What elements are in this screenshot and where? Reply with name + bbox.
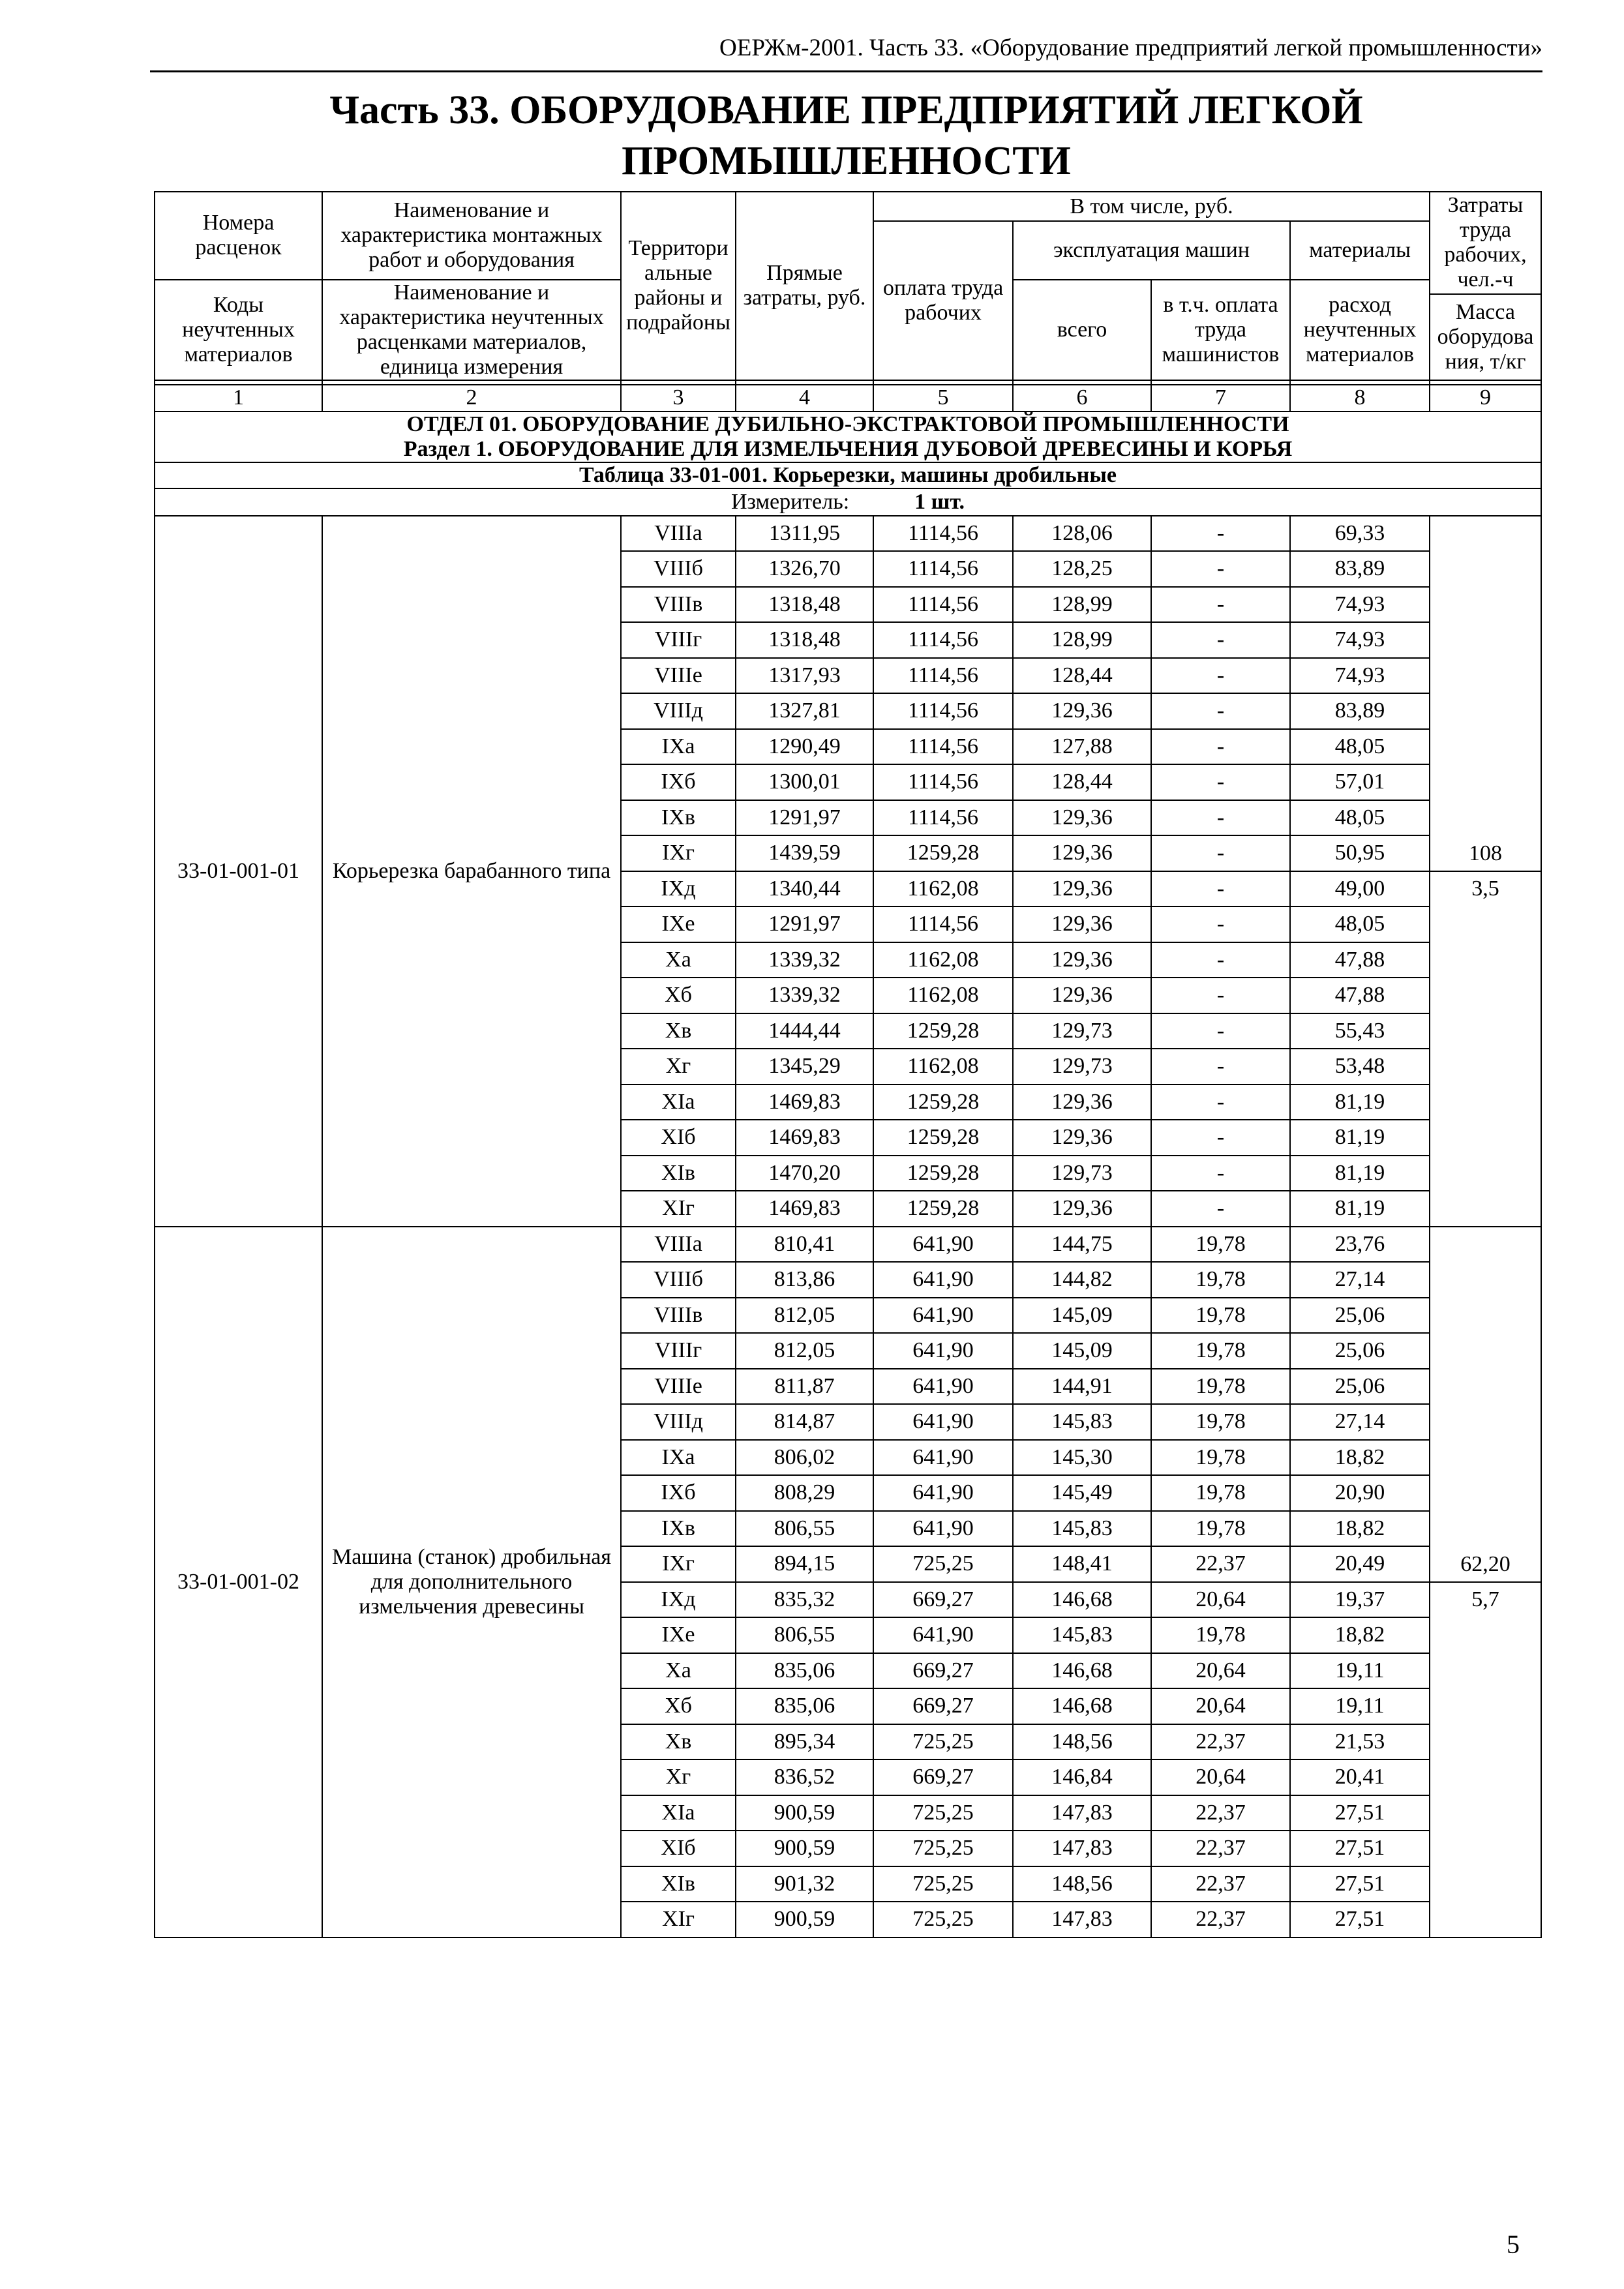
territory-cell: IXа <box>621 729 736 765</box>
table-row <box>155 516 1541 552</box>
machines-total-cell: 144,82 <box>1013 1262 1151 1298</box>
operator-pay-cell: 20,64 <box>1151 1582 1290 1618</box>
direct-cost-cell: 1291,97 <box>736 800 873 836</box>
direct-cost-cell: 1311,95 <box>736 516 873 552</box>
machines-total-cell: 148,41 <box>1013 1546 1151 1582</box>
materials-cell: 81,19 <box>1290 1156 1430 1191</box>
direct-cost-cell: 894,15 <box>736 1546 873 1582</box>
operator-pay-cell: 22,37 <box>1151 1866 1290 1902</box>
territory-cell: VIIIб <box>621 1262 736 1298</box>
materials-cell: 83,89 <box>1290 551 1430 587</box>
territory-cell: VIIIв <box>621 587 736 623</box>
worker-pay-cell: 669,27 <box>873 1653 1013 1689</box>
operator-pay-cell: - <box>1151 622 1290 658</box>
machines-total-cell: 144,75 <box>1013 1227 1151 1263</box>
machines-total-cell: 129,73 <box>1013 1049 1151 1085</box>
materials-cell: 81,19 <box>1290 1120 1430 1156</box>
equipment-mass: 3,5 <box>1471 876 1499 901</box>
materials-cell: 18,82 <box>1290 1617 1430 1653</box>
worker-pay-cell: 1114,56 <box>873 658 1013 694</box>
materials-cell: 50,95 <box>1290 835 1430 871</box>
worker-pay-cell: 641,90 <box>873 1333 1013 1369</box>
operator-pay-cell: 20,64 <box>1151 1688 1290 1724</box>
worker-pay-cell: 641,90 <box>873 1617 1013 1653</box>
territory-cell: Xв <box>621 1724 736 1760</box>
worker-pay-cell: 1162,08 <box>873 1049 1013 1085</box>
equipment-name: Корьерезка барабанного типа <box>322 516 621 1227</box>
machines-total-cell: 148,56 <box>1013 1866 1151 1902</box>
materials-cell: 20,90 <box>1290 1475 1430 1511</box>
territory-cell: XIа <box>621 1795 736 1831</box>
territory-cell: Xв <box>621 1013 736 1049</box>
materials-cell: 48,05 <box>1290 729 1430 765</box>
operator-pay-cell: 22,37 <box>1151 1831 1290 1866</box>
machines-total-cell: 128,99 <box>1013 622 1151 658</box>
materials-cell: 74,93 <box>1290 658 1430 694</box>
territory-cell: IXд <box>621 871 736 907</box>
direct-cost-cell: 1345,29 <box>736 1049 873 1085</box>
operator-pay-cell: - <box>1151 516 1290 552</box>
territory-cell: IXв <box>621 800 736 836</box>
machines-total-cell: 128,06 <box>1013 516 1151 552</box>
territory-cell: XIа <box>621 1085 736 1120</box>
territory-cell: VIIIг <box>621 622 736 658</box>
header-materials-group: материалы <box>1290 221 1430 280</box>
header-equipment-mass: Масса оборудова ния, т/кг <box>1430 294 1541 380</box>
machines-total-cell: 144,91 <box>1013 1369 1151 1405</box>
column-number: 7 <box>1151 385 1290 411</box>
meter-value: 1 шт. <box>914 489 965 514</box>
direct-cost-cell: 1470,20 <box>736 1156 873 1191</box>
territory-cell: XIб <box>621 1831 736 1866</box>
territory-cell: Xб <box>621 1688 736 1724</box>
machines-total-cell: 129,36 <box>1013 942 1151 978</box>
territory-cell: Xг <box>621 1759 736 1795</box>
operator-pay-cell: - <box>1151 764 1290 800</box>
direct-cost-cell: 835,32 <box>736 1582 873 1618</box>
operator-pay-cell: - <box>1151 1120 1290 1156</box>
materials-cell: 83,89 <box>1290 693 1430 729</box>
worker-pay-cell: 669,27 <box>873 1759 1013 1795</box>
worker-pay-cell: 669,27 <box>873 1688 1013 1724</box>
direct-cost-cell: 901,32 <box>736 1866 873 1902</box>
direct-cost-cell: 1469,83 <box>736 1085 873 1120</box>
materials-cell: 23,76 <box>1290 1227 1430 1263</box>
worker-pay-cell: 725,25 <box>873 1795 1013 1831</box>
machines-total-cell: 127,88 <box>1013 729 1151 765</box>
machines-total-cell: 146,84 <box>1013 1759 1151 1795</box>
direct-cost-cell: 1469,83 <box>736 1120 873 1156</box>
section-title: Раздел 1. ОБОРУДОВАНИЕ ДЛЯ ИЗМЕЛЬЧЕНИЯ ДУБОВОЙ ДРЕВЕСИНЫ И КОРЬЯ <box>403 436 1293 461</box>
direct-cost-cell: 1290,49 <box>736 729 873 765</box>
header-operator-pay: в т.ч. оплата труда машинистов <box>1151 280 1290 380</box>
operator-pay-cell: - <box>1151 693 1290 729</box>
territory-cell: XIв <box>621 1156 736 1191</box>
worker-pay-cell: 669,27 <box>873 1582 1013 1618</box>
materials-cell: 48,05 <box>1290 906 1430 942</box>
operator-pay-cell: - <box>1151 871 1290 907</box>
machines-total-cell: 129,36 <box>1013 835 1151 871</box>
materials-cell: 18,82 <box>1290 1440 1430 1476</box>
header-codes-top: Номера расценок <box>155 192 322 280</box>
machines-total-cell: 146,68 <box>1013 1653 1151 1689</box>
materials-cell: 69,33 <box>1290 516 1430 552</box>
materials-cell: 27,51 <box>1290 1866 1430 1902</box>
territory-cell: IXд <box>621 1582 736 1618</box>
worker-pay-cell: 1114,56 <box>873 729 1013 765</box>
materials-cell: 74,93 <box>1290 622 1430 658</box>
operator-pay-cell: - <box>1151 1191 1290 1227</box>
labor-mass-cell <box>1430 516 1541 1227</box>
materials-cell: 25,06 <box>1290 1333 1430 1369</box>
worker-pay-cell: 641,90 <box>873 1475 1013 1511</box>
rate-code: 33-01-001-01 <box>155 516 322 1227</box>
operator-pay-cell: 22,37 <box>1151 1902 1290 1937</box>
machines-total-cell: 129,36 <box>1013 693 1151 729</box>
worker-pay-cell: 641,90 <box>873 1262 1013 1298</box>
column-number: 5 <box>873 385 1013 411</box>
materials-cell: 55,43 <box>1290 1013 1430 1049</box>
operator-pay-cell: 19,78 <box>1151 1440 1290 1476</box>
operator-pay-cell: - <box>1151 1013 1290 1049</box>
column-number: 3 <box>621 385 736 411</box>
column-number: 6 <box>1013 385 1151 411</box>
direct-cost-cell: 808,29 <box>736 1475 873 1511</box>
direct-cost-cell: 1340,44 <box>736 871 873 907</box>
materials-cell: 81,19 <box>1290 1191 1430 1227</box>
header-name-bottom: Наименование и характеристика неучтенных расценками материалов, единица измерения <box>322 280 621 380</box>
worker-pay-cell: 641,90 <box>873 1511 1013 1547</box>
worker-pay-cell: 725,25 <box>873 1902 1013 1937</box>
header-name-top: Наименование и характеристика монтажных работ и оборудования <box>322 192 621 280</box>
header-rule <box>150 70 1542 72</box>
operator-pay-cell: 19,78 <box>1151 1333 1290 1369</box>
direct-cost-cell: 1469,83 <box>736 1191 873 1227</box>
operator-pay-cell: - <box>1151 1049 1290 1085</box>
operator-pay-cell: 19,78 <box>1151 1404 1290 1440</box>
territory-cell: VIIIв <box>621 1298 736 1334</box>
materials-cell: 53,48 <box>1290 1049 1430 1085</box>
materials-cell: 20,41 <box>1290 1759 1430 1795</box>
operator-pay-cell: - <box>1151 906 1290 942</box>
operator-pay-cell: - <box>1151 942 1290 978</box>
materials-cell: 21,53 <box>1290 1724 1430 1760</box>
machines-total-cell: 128,99 <box>1013 587 1151 623</box>
materials-cell: 19,11 <box>1290 1688 1430 1724</box>
machines-total-cell: 146,68 <box>1013 1582 1151 1618</box>
machines-total-cell: 129,36 <box>1013 906 1151 942</box>
materials-cell: 20,49 <box>1290 1546 1430 1582</box>
direct-cost-cell: 806,55 <box>736 1617 873 1653</box>
operator-pay-cell: - <box>1151 551 1290 587</box>
territory-cell: VIIIг <box>621 1333 736 1369</box>
equipment-mass: 5,7 <box>1471 1587 1499 1611</box>
department-title: ОТДЕЛ 01. ОБОРУДОВАНИЕ ДУБИЛЬНО-ЭКСТРАКТОВОЙ ПРОМЫШЛЕННОСТИ <box>406 411 1289 436</box>
machines-total-cell: 145,83 <box>1013 1617 1151 1653</box>
operator-pay-cell: 22,37 <box>1151 1546 1290 1582</box>
header-worker-pay: оплата труда рабочих <box>873 221 1013 380</box>
territory-cell: XIв <box>621 1866 736 1902</box>
page-number: 5 <box>1507 2230 1520 2259</box>
direct-cost-cell: 900,59 <box>736 1902 873 1937</box>
machines-total-cell: 145,30 <box>1013 1440 1151 1476</box>
meter-line <box>155 488 1541 516</box>
materials-cell: 27,14 <box>1290 1262 1430 1298</box>
direct-cost-cell: 1339,32 <box>736 978 873 1013</box>
direct-cost-cell: 1318,48 <box>736 587 873 623</box>
materials-cell: 74,93 <box>1290 587 1430 623</box>
operator-pay-cell: 20,64 <box>1151 1653 1290 1689</box>
materials-cell: 27,14 <box>1290 1404 1430 1440</box>
machines-total-cell: 145,09 <box>1013 1333 1151 1369</box>
rates-table <box>154 191 1542 1938</box>
territory-cell: VIIIб <box>621 551 736 587</box>
machines-total-cell: 129,36 <box>1013 800 1151 836</box>
operator-pay-cell: - <box>1151 658 1290 694</box>
direct-cost-cell: 814,87 <box>736 1404 873 1440</box>
direct-cost-cell: 812,05 <box>736 1298 873 1334</box>
direct-cost-cell: 1300,01 <box>736 764 873 800</box>
worker-pay-cell: 725,25 <box>873 1831 1013 1866</box>
operator-pay-cell: 20,64 <box>1151 1759 1290 1795</box>
materials-cell: 27,51 <box>1290 1831 1430 1866</box>
machines-total-cell: 129,73 <box>1013 1013 1151 1049</box>
operator-pay-cell: 22,37 <box>1151 1724 1290 1760</box>
header-machines-total: всего <box>1013 280 1151 380</box>
territory-cell: IXг <box>621 835 736 871</box>
meter-label: Измеритель: <box>730 489 850 514</box>
territory-cell: IXб <box>621 1475 736 1511</box>
materials-cell: 27,51 <box>1290 1795 1430 1831</box>
machines-total-cell: 145,49 <box>1013 1475 1151 1511</box>
materials-cell: 47,88 <box>1290 978 1430 1013</box>
materials-cell: 27,51 <box>1290 1902 1430 1937</box>
operator-pay-cell: 19,78 <box>1151 1511 1290 1547</box>
header-machines-group: эксплуатация машин <box>1013 221 1290 280</box>
materials-cell: 19,37 <box>1290 1582 1430 1618</box>
header-direct-costs: Прямые затраты, руб. <box>736 192 873 380</box>
operator-pay-cell: 19,78 <box>1151 1617 1290 1653</box>
territory-cell: VIIIа <box>621 1227 736 1263</box>
machines-total-cell: 129,36 <box>1013 871 1151 907</box>
header-territory: Территори альные районы и подрайоны <box>621 192 736 380</box>
direct-cost-cell: 806,55 <box>736 1511 873 1547</box>
machines-total-cell: 129,36 <box>1013 1120 1151 1156</box>
machines-total-cell: 128,44 <box>1013 658 1151 694</box>
machines-total-cell: 129,36 <box>1013 978 1151 1013</box>
equipment-name: Машина (станок) дробильная для дополнительного измельчения древесины <box>322 1227 621 1937</box>
labor-mass-cell <box>1430 1227 1541 1937</box>
machines-total-cell: 128,44 <box>1013 764 1151 800</box>
operator-pay-cell: 19,78 <box>1151 1262 1290 1298</box>
direct-cost-cell: 836,52 <box>736 1759 873 1795</box>
worker-pay-cell: 1259,28 <box>873 1120 1013 1156</box>
materials-cell: 49,00 <box>1290 871 1430 907</box>
materials-cell: 25,06 <box>1290 1369 1430 1405</box>
direct-cost-cell: 813,86 <box>736 1262 873 1298</box>
worker-pay-cell: 641,90 <box>873 1369 1013 1405</box>
column-number: 8 <box>1290 385 1430 411</box>
machines-total-cell: 129,36 <box>1013 1191 1151 1227</box>
table-title: Таблица 33-01-001. Корьерезки, машины дробильные <box>155 462 1541 488</box>
worker-pay-cell: 1162,08 <box>873 978 1013 1013</box>
operator-pay-cell: - <box>1151 587 1290 623</box>
worker-pay-cell: 1114,56 <box>873 622 1013 658</box>
operator-pay-cell: - <box>1151 1156 1290 1191</box>
worker-pay-cell: 641,90 <box>873 1440 1013 1476</box>
machines-total-cell: 147,83 <box>1013 1831 1151 1866</box>
machines-total-cell: 147,83 <box>1013 1902 1151 1937</box>
territory-cell: IXг <box>621 1546 736 1582</box>
direct-cost-cell: 835,06 <box>736 1653 873 1689</box>
territory-cell: VIIIе <box>621 658 736 694</box>
header-incl-group: В том числе, руб. <box>873 192 1430 221</box>
department-section-block <box>155 411 1541 462</box>
territory-cell: XIг <box>621 1902 736 1937</box>
materials-cell: 19,11 <box>1290 1653 1430 1689</box>
worker-pay-cell: 1114,56 <box>873 764 1013 800</box>
worker-pay-cell: 725,25 <box>873 1866 1013 1902</box>
header-labor-costs: Затраты труда рабочих, чел.-ч <box>1430 192 1541 294</box>
operator-pay-cell: - <box>1151 978 1290 1013</box>
territory-cell: IXв <box>621 1511 736 1547</box>
running-header: ОЕРЖм-2001. Часть 33. «Оборудование предприятий легкой промышленности» <box>719 35 1542 61</box>
territory-cell: VIIIд <box>621 693 736 729</box>
operator-pay-cell: - <box>1151 1085 1290 1120</box>
machines-total-cell: 129,73 <box>1013 1156 1151 1191</box>
operator-pay-cell: - <box>1151 835 1290 871</box>
materials-cell: 47,88 <box>1290 942 1430 978</box>
worker-pay-cell: 725,25 <box>873 1724 1013 1760</box>
machines-total-cell: 129,36 <box>1013 1085 1151 1120</box>
territory-cell: IXе <box>621 1617 736 1653</box>
worker-pay-cell: 1162,08 <box>873 871 1013 907</box>
machines-total-cell: 145,09 <box>1013 1298 1151 1334</box>
territory-cell: Xа <box>621 942 736 978</box>
worker-pay-cell: 1114,56 <box>873 800 1013 836</box>
operator-pay-cell: - <box>1151 729 1290 765</box>
direct-cost-cell: 1444,44 <box>736 1013 873 1049</box>
worker-pay-cell: 641,90 <box>873 1298 1013 1334</box>
labor-hours: 62,20 <box>1430 1548 1541 1583</box>
worker-pay-cell: 1162,08 <box>873 942 1013 978</box>
worker-pay-cell: 725,25 <box>873 1546 1013 1582</box>
territory-cell: XIб <box>621 1120 736 1156</box>
territory-cell: Xг <box>621 1049 736 1085</box>
worker-pay-cell: 1114,56 <box>873 587 1013 623</box>
direct-cost-cell: 811,87 <box>736 1369 873 1405</box>
territory-cell: IXа <box>621 1440 736 1476</box>
operator-pay-cell: - <box>1151 800 1290 836</box>
territory-cell: XIг <box>621 1191 736 1227</box>
materials-cell: 25,06 <box>1290 1298 1430 1334</box>
materials-cell: 81,19 <box>1290 1085 1430 1120</box>
part-title: Часть 33. ОБОРУДОВАНИЕ ПРЕДПРИЯТИЙ ЛЕГКОЙ ПРОМЫШЛЕННОСТИ <box>329 88 1363 183</box>
territory-cell: Xа <box>621 1653 736 1689</box>
worker-pay-cell: 641,90 <box>873 1227 1013 1263</box>
column-number: 2 <box>322 385 621 411</box>
worker-pay-cell: 1259,28 <box>873 1013 1013 1049</box>
territory-cell: Xб <box>621 978 736 1013</box>
direct-cost-cell: 1317,93 <box>736 658 873 694</box>
operator-pay-cell: 19,78 <box>1151 1298 1290 1334</box>
column-number: 1 <box>155 385 322 411</box>
column-number: 4 <box>736 385 873 411</box>
direct-cost-cell: 1439,59 <box>736 835 873 871</box>
direct-cost-cell: 1318,48 <box>736 622 873 658</box>
labor-hours: 108 <box>1430 837 1541 872</box>
territory-cell: VIIIа <box>621 516 736 552</box>
worker-pay-cell: 1114,56 <box>873 906 1013 942</box>
header-codes-bottom: Коды неучтенных материалов <box>155 280 322 380</box>
operator-pay-cell: 22,37 <box>1151 1795 1290 1831</box>
worker-pay-cell: 1259,28 <box>873 835 1013 871</box>
direct-cost-cell: 835,06 <box>736 1688 873 1724</box>
column-number: 9 <box>1430 385 1541 411</box>
territory-cell: VIIIд <box>621 1404 736 1440</box>
materials-cell: 48,05 <box>1290 800 1430 836</box>
machines-total-cell: 145,83 <box>1013 1404 1151 1440</box>
rate-code: 33-01-001-02 <box>155 1227 322 1937</box>
territory-cell: VIIIе <box>621 1369 736 1405</box>
header-materials-usage: расход неучтенных материалов <box>1290 280 1430 380</box>
worker-pay-cell: 641,90 <box>873 1404 1013 1440</box>
direct-cost-cell: 1327,81 <box>736 693 873 729</box>
machines-total-cell: 147,83 <box>1013 1795 1151 1831</box>
direct-cost-cell: 1339,32 <box>736 942 873 978</box>
direct-cost-cell: 1326,70 <box>736 551 873 587</box>
direct-cost-cell: 900,59 <box>736 1795 873 1831</box>
worker-pay-cell: 1259,28 <box>873 1085 1013 1120</box>
machines-total-cell: 128,25 <box>1013 551 1151 587</box>
worker-pay-cell: 1259,28 <box>873 1156 1013 1191</box>
direct-cost-cell: 812,05 <box>736 1333 873 1369</box>
direct-cost-cell: 1291,97 <box>736 906 873 942</box>
machines-total-cell: 146,68 <box>1013 1688 1151 1724</box>
machines-total-cell: 145,83 <box>1013 1511 1151 1547</box>
direct-cost-cell: 810,41 <box>736 1227 873 1263</box>
direct-cost-cell: 806,02 <box>736 1440 873 1476</box>
operator-pay-cell: 19,78 <box>1151 1475 1290 1511</box>
direct-cost-cell: 895,34 <box>736 1724 873 1760</box>
materials-cell: 18,82 <box>1290 1511 1430 1547</box>
table-row <box>155 1227 1541 1263</box>
territory-cell: IXб <box>621 764 736 800</box>
materials-cell: 57,01 <box>1290 764 1430 800</box>
worker-pay-cell: 1114,56 <box>873 516 1013 552</box>
operator-pay-cell: 19,78 <box>1151 1227 1290 1263</box>
machines-total-cell: 148,56 <box>1013 1724 1151 1760</box>
worker-pay-cell: 1114,56 <box>873 551 1013 587</box>
worker-pay-cell: 1259,28 <box>873 1191 1013 1227</box>
direct-cost-cell: 900,59 <box>736 1831 873 1866</box>
operator-pay-cell: 19,78 <box>1151 1369 1290 1405</box>
worker-pay-cell: 1114,56 <box>873 693 1013 729</box>
territory-cell: IXе <box>621 906 736 942</box>
